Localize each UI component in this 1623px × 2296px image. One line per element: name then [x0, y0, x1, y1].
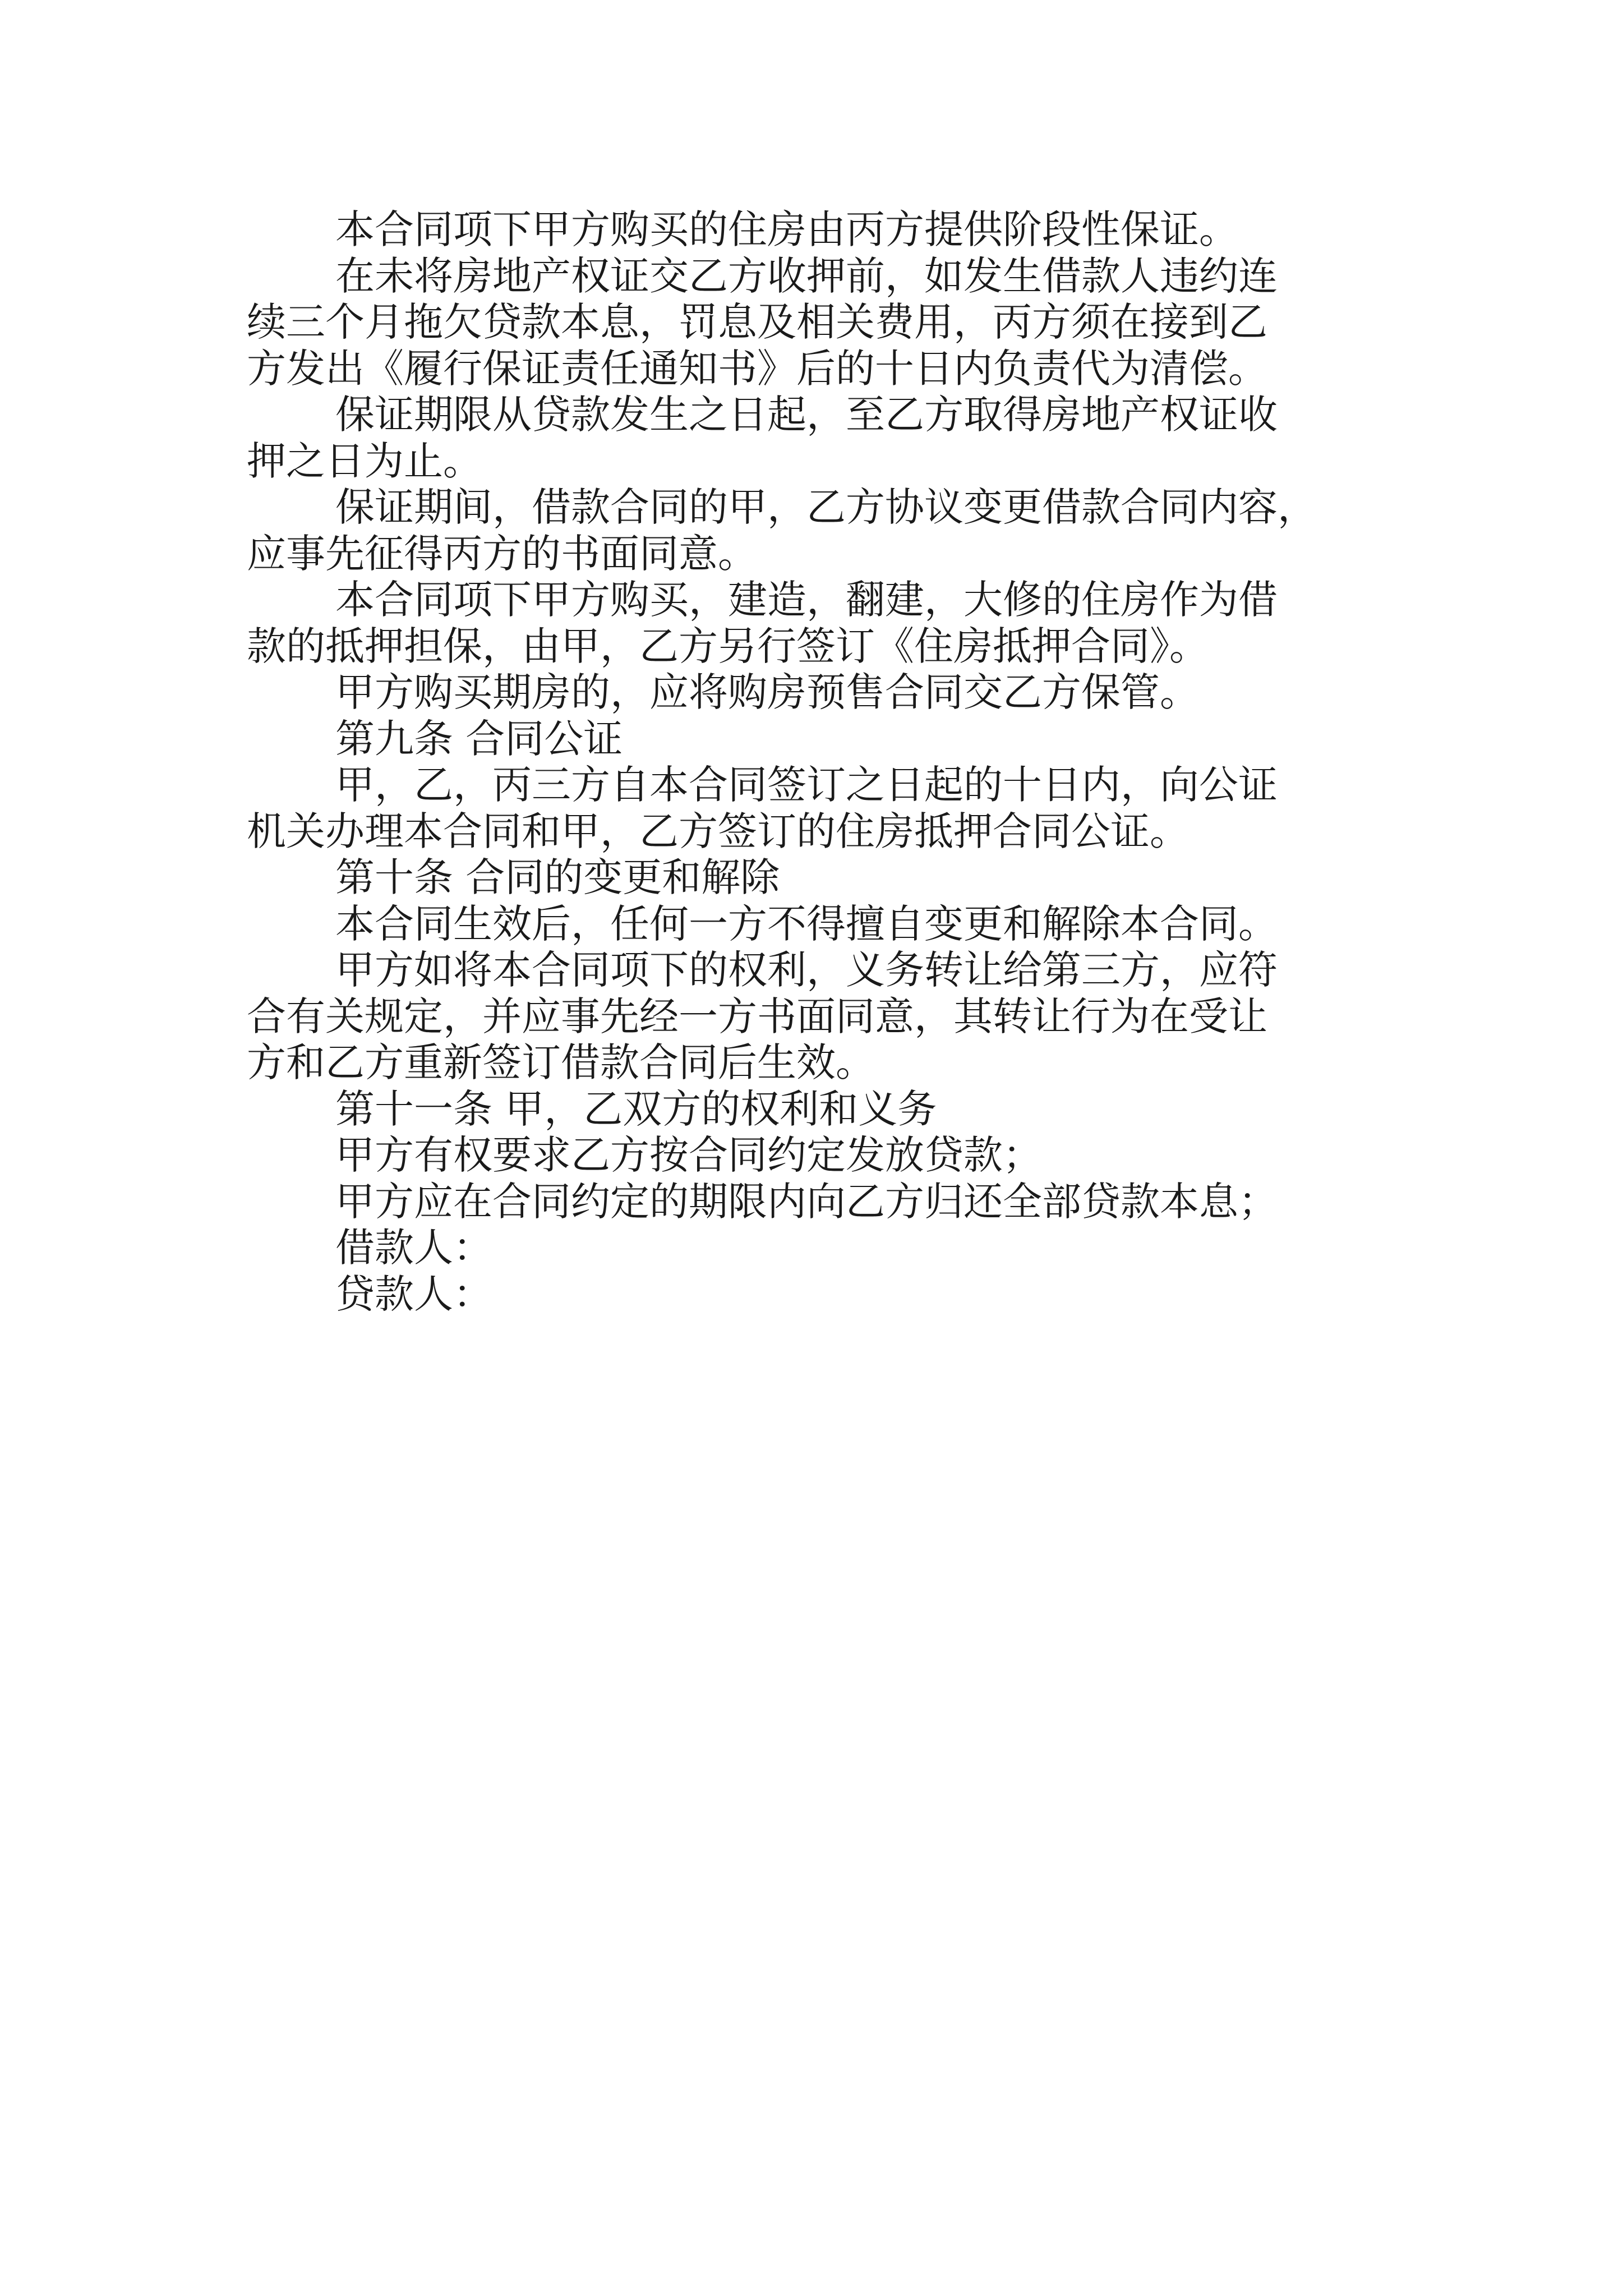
text-line: 保证期限从贷款发生之日起，至乙方取得房地产权证收 [335, 392, 1278, 438]
text-line: 续三个月拖欠贷款本息，罚息及相关费用，丙方须在接到乙 [247, 299, 1267, 345]
text-line: 本合同生效后，任何一方不得擅自变更和解除本合同。 [335, 900, 1278, 947]
article-9-heading [247, 716, 1391, 762]
text-line: 方发出《履行保证责任通知书》后的十日内负责代为清偿。 [247, 345, 1267, 392]
paragraph-loan-disbursement-right [247, 1132, 1391, 1179]
paragraph-notarization [247, 762, 1391, 854]
text-line: 应事先征得丙方的书面同意。 [247, 530, 757, 577]
text-line: 本合同项下甲方购买，建造，翻建，大修的住房作为借 [335, 577, 1278, 623]
text-line: 押之日为止。 [247, 438, 482, 484]
text-line: 贷款人： [335, 1271, 492, 1317]
text-line: 甲方有权要求乙方按合同约定发放贷款； [335, 1132, 1042, 1178]
paragraph-rights-transfer [247, 947, 1391, 1086]
text-line: 甲方如将本合同项下的权利，义务转让给第三方，应符 [335, 947, 1278, 993]
text-line: 借款人： [335, 1225, 492, 1271]
article-11-heading [247, 1086, 1391, 1133]
paragraph-guarantee-period [247, 392, 1391, 484]
text-line: 甲方购买期房的，应将购房预售合同交乙方保管。 [335, 669, 1199, 715]
text-line: 甲方应在合同约定的期限内向乙方归还全部贷款本息； [335, 1178, 1278, 1225]
text-line: 机关办理本合同和甲，乙方签订的住房抵押合同公证。 [247, 808, 1189, 854]
text-line: 款的抵押担保，由甲，乙方另行签订《住房抵押合同》。 [247, 623, 1209, 669]
paragraph-mortgage-guarantee [247, 577, 1391, 669]
paragraph-presale-contract [247, 669, 1391, 716]
text-line: 保证期间，借款合同的甲，乙方协议变更借款合同内容， [335, 484, 1317, 530]
text-line: 合有关规定，并应事先经一方书面同意，其转让行为在受让 [247, 993, 1267, 1039]
signature-borrower-label [247, 1225, 1391, 1271]
section-heading: 第十一条 甲，乙双方的权利和义务 [335, 1085, 937, 1132]
paragraph-no-unilateral-change [247, 901, 1391, 947]
signature-lender-label [247, 1271, 1391, 1318]
section-heading: 第十条 合同的变更和解除 [335, 854, 780, 900]
article-10-heading [247, 854, 1391, 901]
contract-body [247, 206, 1391, 1317]
text-line: 方和乙方重新签订借款合同后生效。 [247, 1039, 875, 1085]
paragraph-stage-guarantee [247, 206, 1391, 253]
paragraph-default-repayment [247, 253, 1391, 392]
section-heading: 第九条 合同公证 [335, 715, 623, 762]
text-line: 本合同项下甲方购买的住房由丙方提供阶段性保证。 [335, 206, 1238, 252]
paragraph-repayment-obligation [247, 1179, 1391, 1225]
paragraph-contract-change-consent [247, 484, 1391, 577]
text-line: 在未将房地产权证交乙方收押前，如发生借款人违约连 [335, 252, 1278, 299]
text-line: 甲，乙，丙三方自本合同签订之日起的十日内，向公证 [335, 762, 1278, 808]
